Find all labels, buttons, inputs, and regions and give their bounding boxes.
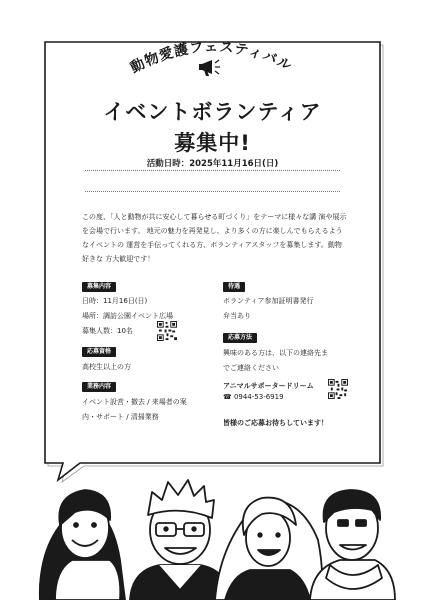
- divider: [85, 170, 340, 171]
- qualification-tag: 応募資格: [82, 347, 116, 357]
- page-title-line1: イベントボランティア: [103, 100, 322, 124]
- qualification-text: 高校生以上の方: [82, 363, 131, 371]
- intro-text: この度、「人と動物が共に安心して暮らせる町づくり」をテーマに様々な講 演や展示を会場で行います。 地元の魅力を再発見し、より多くの方に楽しんでもらえるようなイベントの 運営を手伝ってくれる方、ボランティアスタッフを募集します。動物好きな 方大歓迎です！: [82, 213, 347, 263]
- recruitment-tag: 募集内容: [82, 282, 116, 292]
- apply-line2: でご連絡ください: [223, 364, 279, 372]
- qr-code-icon[interactable]: [157, 321, 177, 341]
- recruitment-count: 募集人数：10名: [82, 327, 133, 335]
- qr-code-icon[interactable]: [328, 379, 348, 399]
- work-tag: 業務内容: [82, 382, 116, 392]
- treatment-line1: ボランティア参加証明書発行: [223, 297, 314, 305]
- recruitment-date: 日時：11月16日(日): [82, 297, 148, 305]
- person-illustration-2: [130, 480, 230, 600]
- organization-name: アニマルサポータードリーム: [223, 382, 314, 390]
- apply-line1: 興味のある方は、以下の連絡先ま: [223, 349, 328, 357]
- page-title-line2: 募集中!: [174, 131, 251, 155]
- apply-tag: 応募方法: [223, 333, 257, 343]
- treatment-line2: 弁当あり: [223, 312, 251, 320]
- person-illustration-3: [215, 498, 322, 600]
- festival-arc-title: 動物愛護フェスティバル: [128, 39, 295, 77]
- work-line2: 内・サポート / 清掃業務: [82, 413, 159, 421]
- phone-number[interactable]: ☎ 0944-53-6919: [223, 393, 284, 401]
- treatment-tag: 待遇: [223, 282, 245, 292]
- divider: [85, 191, 340, 192]
- work-line1: イベント設営・撤去 / 来場者の案: [82, 398, 187, 406]
- person-illustration-4: [310, 490, 395, 600]
- person-illustration-1: [40, 490, 125, 600]
- event-date: 活動日時：2025年11月16日(日): [146, 159, 279, 169]
- closing-message: 皆様のご応募お待ちしています！: [223, 419, 328, 427]
- recruitment-place: 場所：調訪公園イベント広場: [82, 312, 173, 320]
